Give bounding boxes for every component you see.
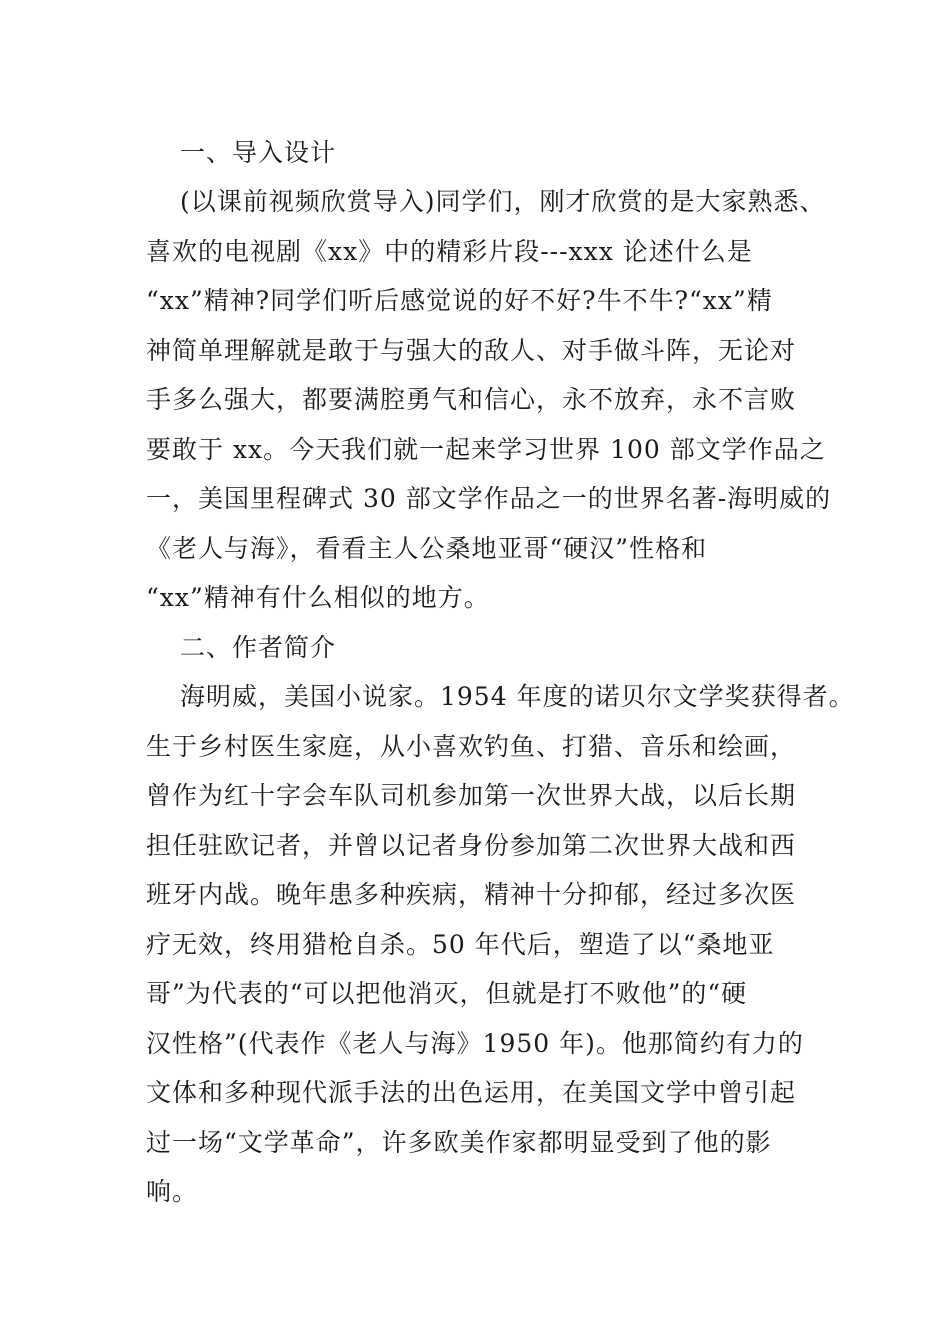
- paragraph-line: 生于乡村医生家庭，从小喜欢钓鱼、打猎、音乐和绘画，: [146, 732, 797, 761]
- paragraph-line: 哥”为代表的“可以把他消灭，但就是打不败他”的“硬: [146, 979, 748, 1008]
- paragraph-line: 手多么强大，都要满腔勇气和信心，永不放弃，永不言败: [146, 385, 797, 414]
- paragraph-line: “xx”精神有什么相似的地方。: [146, 583, 490, 612]
- section-heading-author-intro: 二、作者简介: [180, 633, 337, 662]
- paragraph-line: 疗无效，终用猎枪自杀。50 年代后，塑造了以“桑地亚: [146, 930, 775, 959]
- paragraph-line: 班牙内战。晚年患多种疾病，精神十分抑郁，经过多次医: [146, 880, 797, 909]
- paragraph-line: 文体和多种现代派手法的出色运用，在美国文学中曾引起: [146, 1078, 797, 1107]
- paragraph-line: 汉性格”(代表作《老人与海》1950 年)。他那简约有力的: [146, 1029, 804, 1058]
- paragraph-line: 响。: [146, 1177, 199, 1206]
- paragraph-line: (以课前视频欣赏导入)同学们，刚才欣赏的是大家熟悉、: [180, 187, 826, 216]
- paragraph-line: 过一场“文学革命”，许多欧美作家都明显受到了他的影: [146, 1128, 772, 1157]
- paragraph-line: 喜欢的电视剧《xx》中的精彩片段---xxx 论述什么是: [146, 237, 753, 266]
- paragraph-line: 海明威，美国小说家。1954 年度的诺贝尔文学奖获得者。: [180, 682, 855, 711]
- paragraph-line: 要敢于 xx。今天我们就一起来学习世界 100 部文学作品之: [146, 435, 826, 464]
- paragraph-line: 一，美国里程碑式 30 部文学作品之一的世界名著-海明威的: [146, 484, 832, 513]
- paragraph-line: 担任驻欧记者，并曾以记者身份参加第二次世界大战和西: [146, 831, 797, 860]
- section-heading-intro-design: 一、导入设计: [180, 138, 337, 167]
- paragraph-line: 神简单理解就是敢于与强大的敌人、对手做斗阵，无论对: [146, 336, 797, 365]
- paragraph-line: “xx”精神?同学们听后感觉说的好不好?牛不牛?“xx”精: [146, 286, 773, 315]
- paragraph-line: 《老人与海》，看看主人公桑地亚哥“硬汉”性格和: [146, 534, 708, 563]
- paragraph-line: 曾作为红十字会车队司机参加第一次世界大战，以后长期: [146, 781, 797, 810]
